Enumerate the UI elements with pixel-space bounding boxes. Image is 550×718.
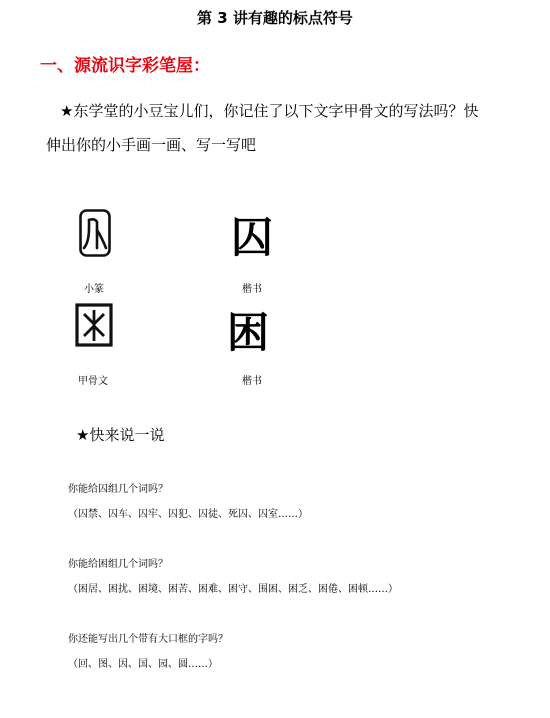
caption-regular-script-2: 楷书 <box>242 376 262 387</box>
answer-2: （困居、困扰、困境、困苦、困难、困守、围困、困乏、困倦、困顿……） <box>68 584 398 595</box>
regular-script-qiu-glyph: 囚 <box>230 213 273 262</box>
intro-text-line-1: ★东学堂的小豆宝儿们，你记住了以下文字甲骨文的写法吗？快 <box>60 102 479 120</box>
question-1: 你能给囚组几个词吗？ <box>68 484 168 495</box>
seal-script-qiu-glyph <box>78 208 112 258</box>
question-2: 你能给困组几个词吗？ <box>68 559 168 570</box>
oracle-bone-kun-glyph <box>74 302 114 348</box>
answer-3: （回、图、因、国、园、圆……） <box>68 659 218 670</box>
question-3: 你还能写出几个带有大口框的字吗？ <box>68 634 228 645</box>
caption-regular-script-1: 楷书 <box>242 284 262 295</box>
caption-seal-script: 小篆 <box>84 284 104 295</box>
page-title: 第 3 讲有趣的标点符号 <box>197 9 353 27</box>
section-heading: 一、源流识字彩笔屋： <box>40 56 210 76</box>
answer-1: （囚禁、囚车、囚牢、囚犯、囚徒、死囚、囚室……） <box>68 509 308 520</box>
caption-oracle-bone: 甲骨文 <box>78 376 108 387</box>
intro-text-line-2: 伸出你的小手画一画、写一写吧 <box>46 136 257 154</box>
sub-heading: ★快来说一说 <box>76 426 165 444</box>
regular-script-kun-glyph: 困 <box>226 308 269 357</box>
